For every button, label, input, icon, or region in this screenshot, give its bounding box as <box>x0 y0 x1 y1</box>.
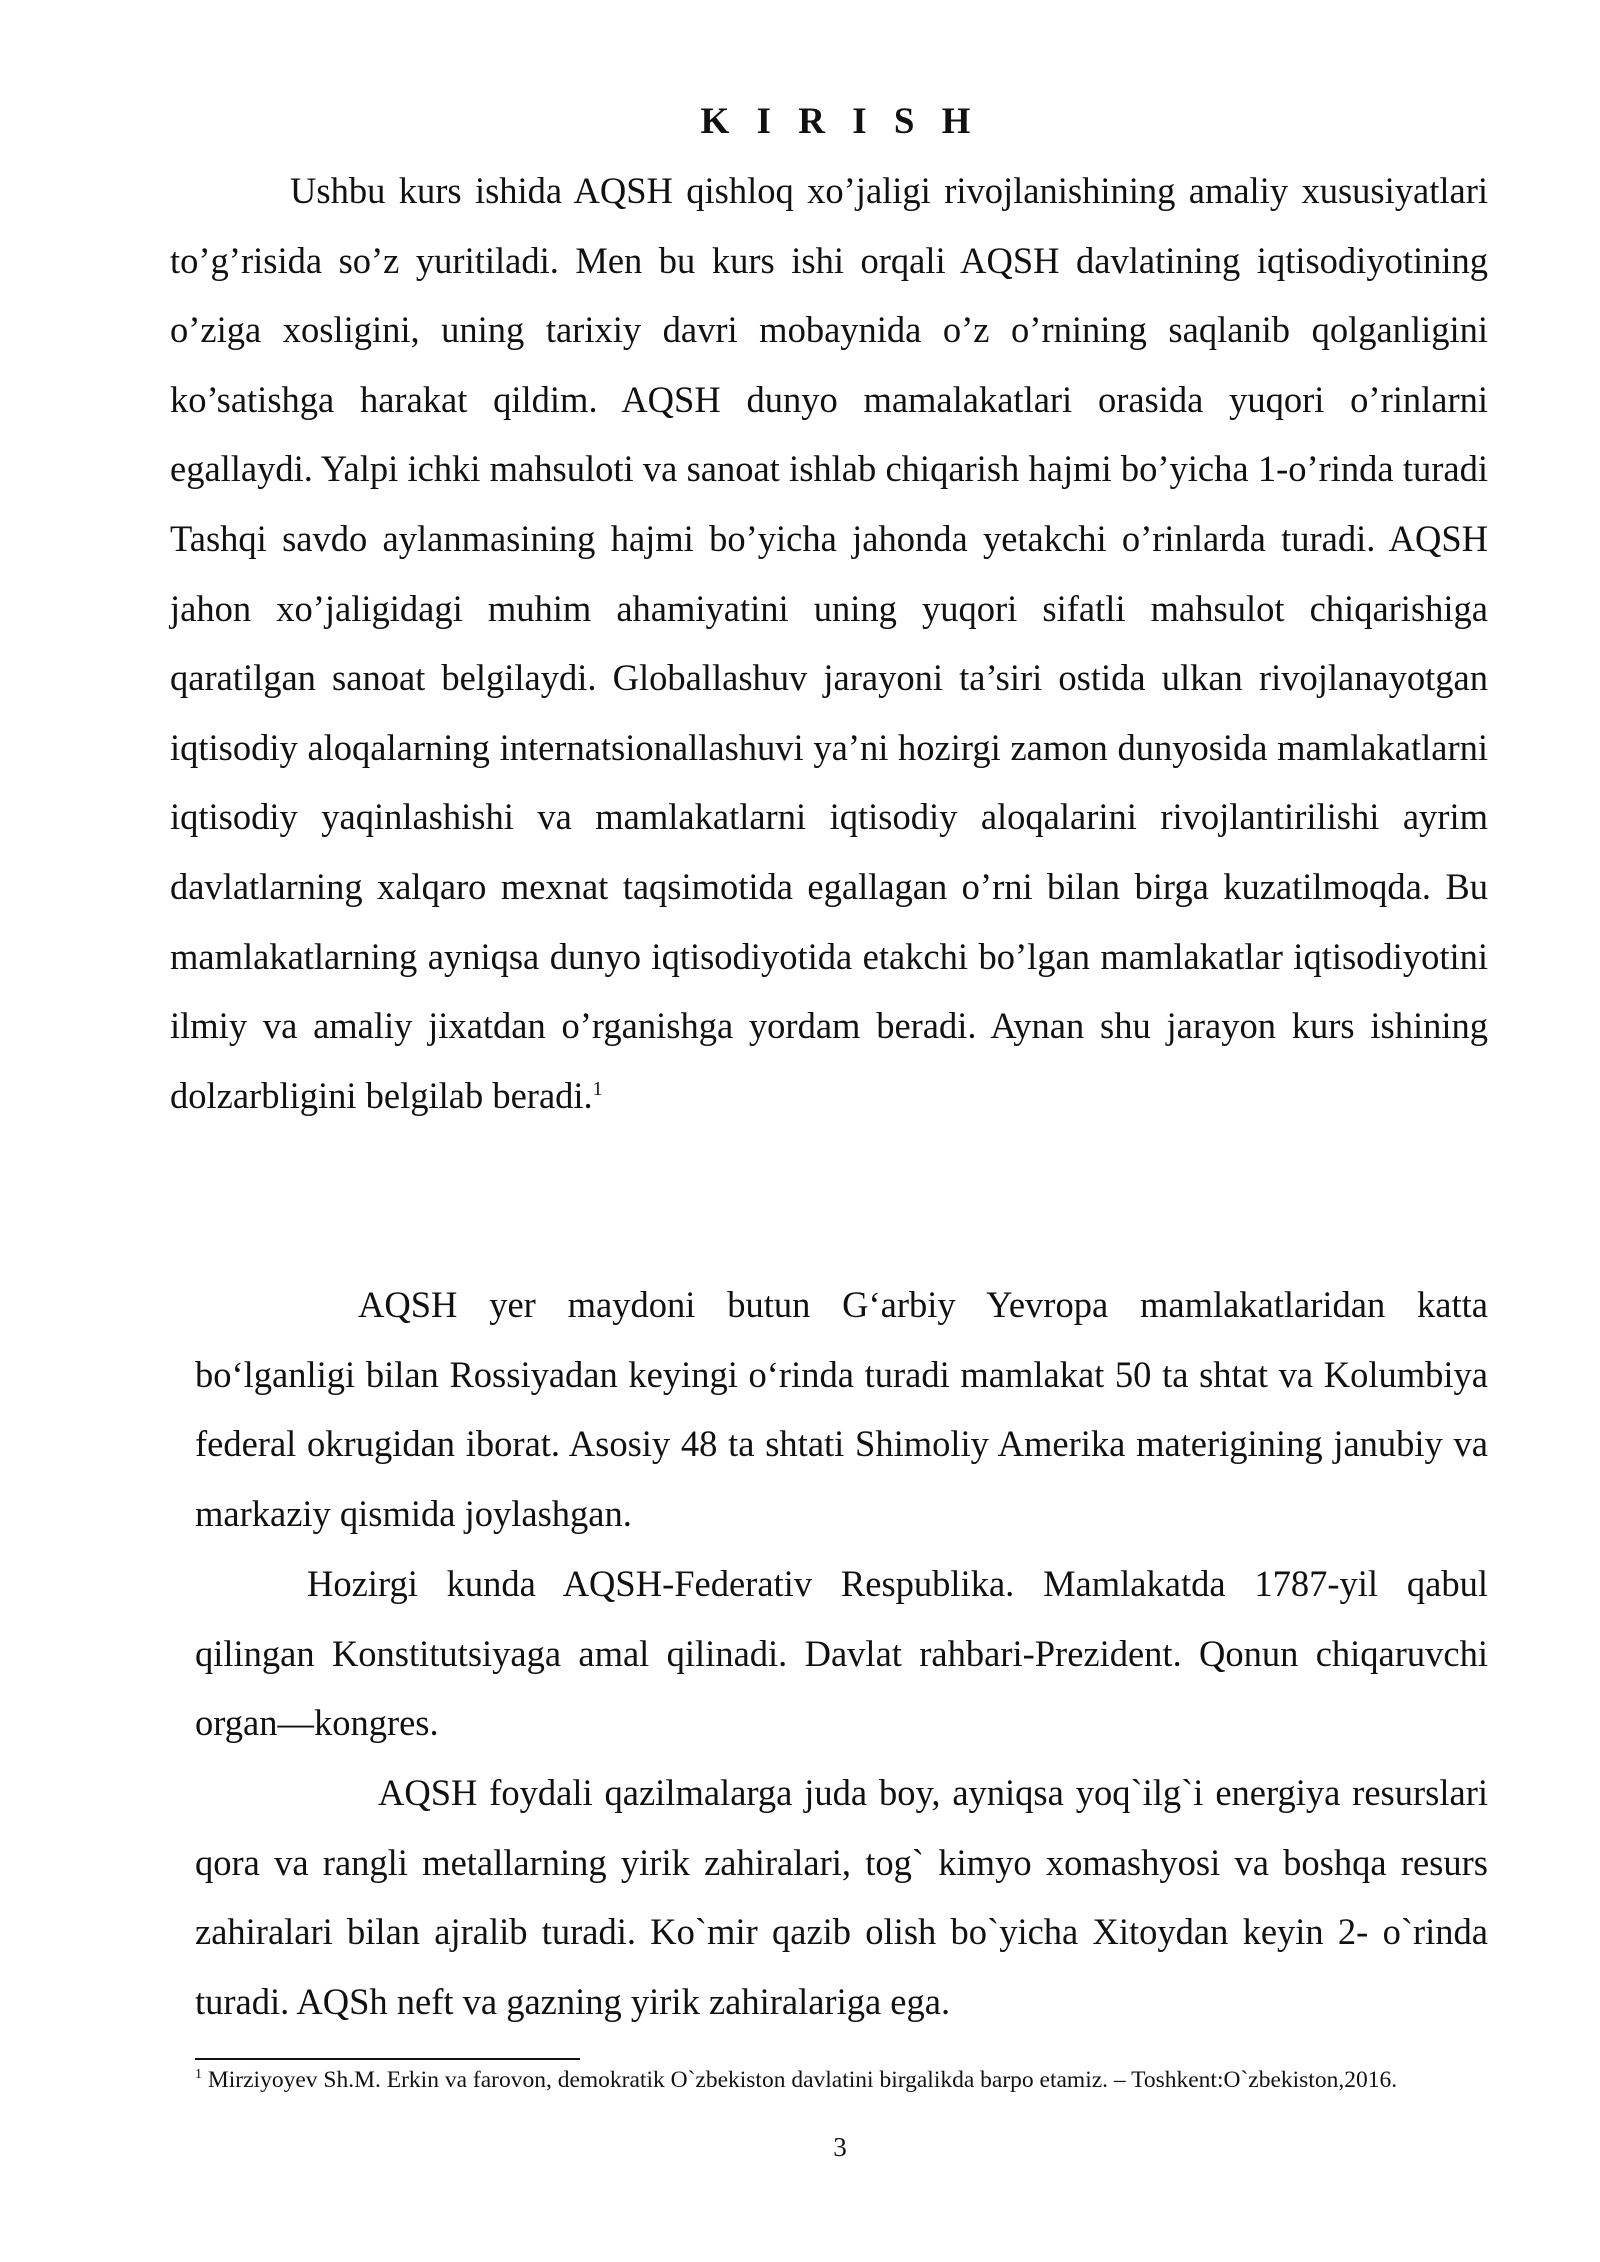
paragraph-territory: AQSH yer maydoni butun G‘arbiy Yevropa mamlakatlaridan katta bo‘lganligi bilan Rossiyadan keyingi o‘rinda turadi mamlakat 50 ta shtat va Kolumbiya federal okrugidan iborat. Asosiy 48 ta shtati Shimoliy Amerika materigining janubiy va markaziy qismida joylashgan. <box>195 1284 1488 1534</box>
paragraph-government: Hozirgi kunda AQSH-Federativ Respublika. Mamlakatda 1787-yil qabul qilingan Konstitutsiyaga amal qilinadi. Davlat rahbari-Prezident. Qonun chiqaruvchi organ—kongres. <box>195 1563 1488 1744</box>
section-title: K I R I S H <box>700 101 980 142</box>
paragraph-resources: AQSH foydali qazilmalarga juda boy, ayniqsa yoq`ilg`i energiya resurslari qora va rangli metallarning yirik zahiralari, tog` kimyo xomashyosi va boshqa resurs zahiralari bilan ajralib turadi. Ko`mir qazib olish bo`yicha Xitoydan keyin 2- o`rinda turadi. AQSh neft va gazning yirik zahiralariga ega. <box>195 1772 1488 2022</box>
footnote-separator <box>195 2058 580 2060</box>
paragraph-intro-text: Ushbu kurs ishida AQSH qishloq xo’jaligi rivojlanishining amaliy xususiyatlari to’g’risida so’z yuritiladi. Men bu kurs ishi orqali AQSH davlatining iqtisodiyotining o’ziga xosligini, uning tarixiy davri mobaynida o’z o’rnining saqlanib qolganligini ko’satishga harakat qildim. AQSH dunyo mamalakatlari orasida yuqori o’rinlarni egallaydi. Yalpi ichki mahsuloti va sanoat ishlab chiqarish hajmi bo’yicha 1-o’rinda turadi Tashqi savdo aylanmasining hajmi bo’yicha jahonda yetakchi o’rinlarda turadi. AQSH jahon xo’jaligidagi muhim ahamiyatini uning yuqori sifatli mahsulot chiqarishiga qaratilgan sanoat belgilaydi. Globallashuv jarayoni ta’siri ostida ulkan rivojlanayotgan iqtisodiy aloqalarning internatsionallashuvi ya’ni hozirgi zamon dunyosida mamlakatlarni iqtisodiy yaqinlashishi va mamlakatlarni iqtisodiy aloqalarini rivojlantirilishi ayrim davlatlarning xalqaro mexnat taqsimotida egallagan o’rni bilan birga kuzatilmoqda. Bu mamlakatlarning ayniqsa dunyo iqtisodiyotida etakchi bo’lgan mamlakatlar iqtisodiyotini ilmiy va amaliy jixatdan o’rganishga yordam beradi. Aynan shu jarayon kurs ishining dolzarbligini belgilab beradi. <box>170 170 1488 1116</box>
page-number: 3 <box>833 2132 847 2162</box>
footnote <box>195 2064 1488 2097</box>
footnote-text: Mirziyoyev Sh.M. Erkin va farovon, demokratik O`zbekiston davlatini birgalikda barpo etamiz. – Toshkent:O`zbekiston,2016. <box>207 2067 1398 2093</box>
footnote-marker: 1 <box>195 2067 202 2083</box>
paragraph-intro <box>170 156 1488 1130</box>
footnote-reference[interactable]: 1 <box>592 1077 603 1100</box>
